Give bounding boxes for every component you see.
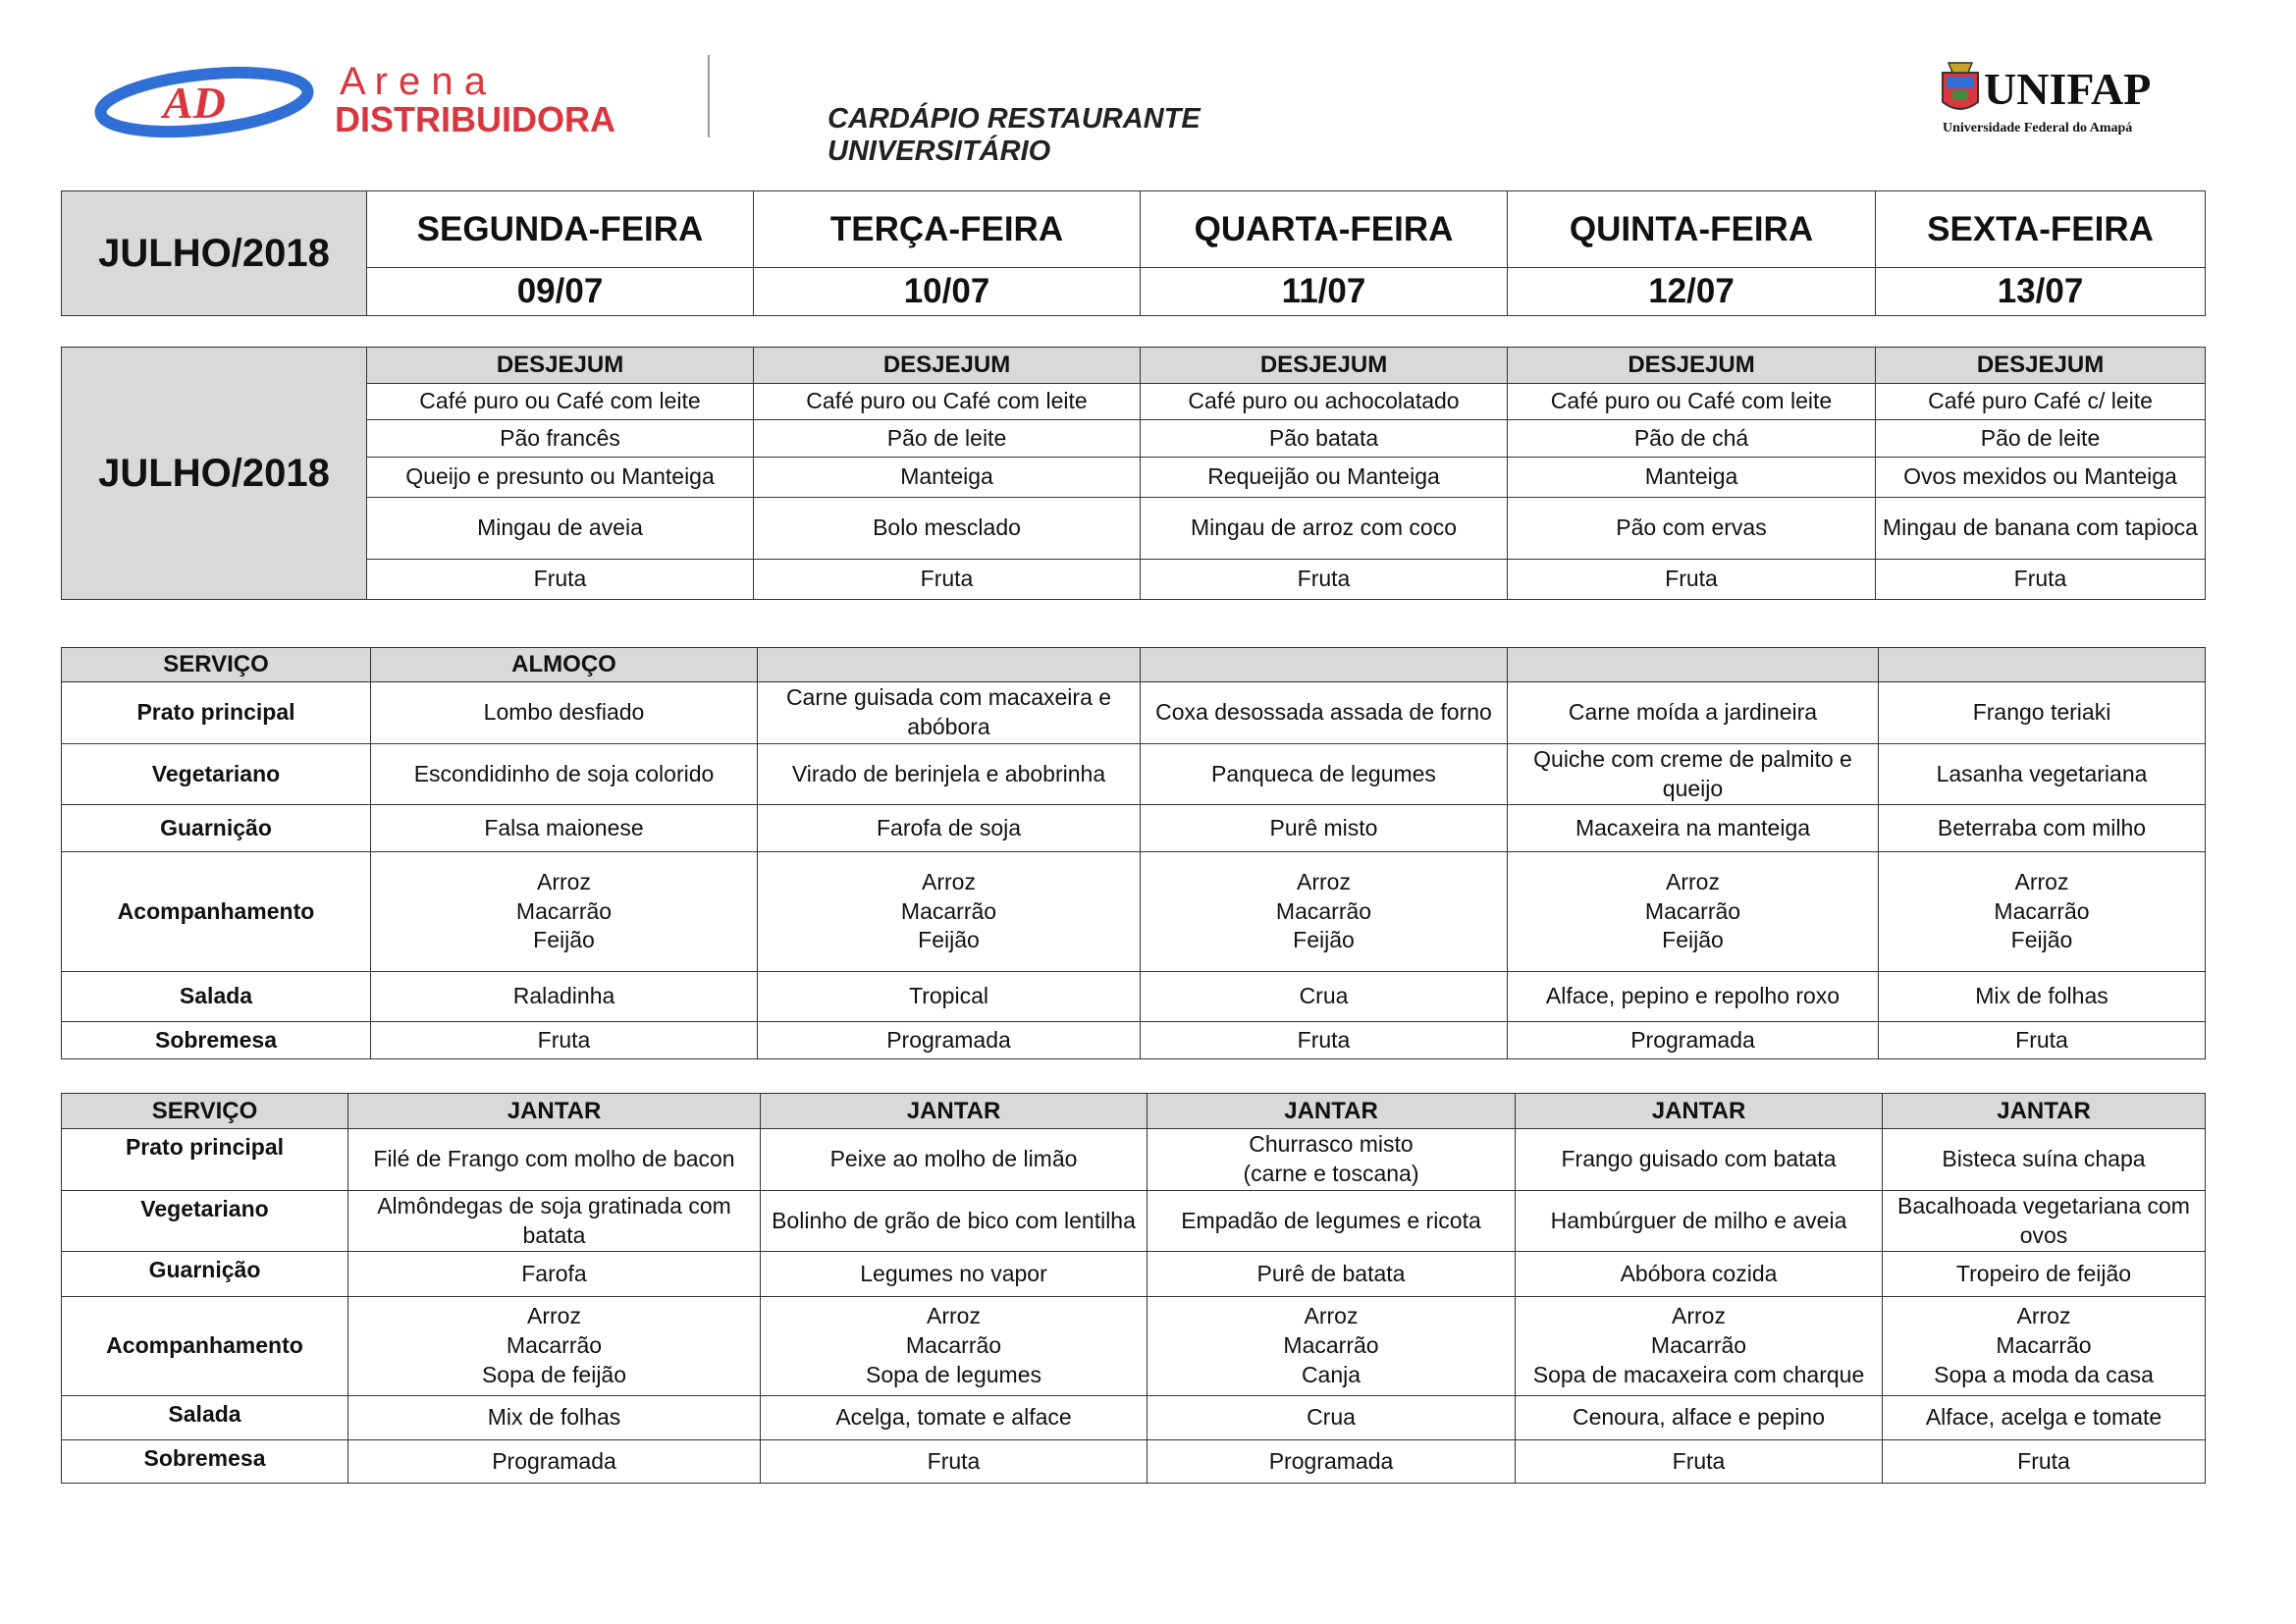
brand-top: A r e n a bbox=[340, 60, 486, 103]
dinner-cell: Arroz Macarrão Sopa de macaxeira com charque bbox=[1516, 1297, 1883, 1396]
dinner-cell: Arroz Macarrão Canja bbox=[1148, 1297, 1516, 1396]
page-title: CARDÁPIO RESTAURANTE UNIVERSITÁRIO bbox=[828, 103, 1201, 167]
breakfast-header: DESJEJUM bbox=[367, 348, 754, 384]
lunch-cell: Lombo desfiado bbox=[371, 682, 758, 744]
lunch-header bbox=[1141, 648, 1508, 682]
lunch-cell: Programada bbox=[758, 1022, 1141, 1059]
dinner-cell: Hambúrguer de milho e aveia bbox=[1516, 1191, 1883, 1252]
dinner-row-label: Salada bbox=[62, 1396, 348, 1440]
dinner-cell: Empadão de legumes e ricota bbox=[1148, 1191, 1516, 1252]
week-header-table bbox=[61, 190, 2206, 316]
lunch-row-label: Acompanhamento bbox=[62, 852, 371, 972]
day-name: QUARTA-FEIRA bbox=[1141, 191, 1508, 268]
breakfast-cell: Requeijão ou Manteiga bbox=[1141, 458, 1508, 498]
dinner-cell: Churrasco misto (carne e toscana) bbox=[1148, 1129, 1516, 1191]
lunch-cell: Quiche com creme de palmito e queijo bbox=[1508, 744, 1879, 805]
lunch-cell: Arroz Macarrão Feijão bbox=[1508, 852, 1879, 972]
breakfast-cell: Pão de leite bbox=[1876, 420, 2206, 458]
lunch-cell: Lasanha vegetariana bbox=[1879, 744, 2206, 805]
lunch-row-label: Prato principal bbox=[62, 682, 371, 744]
lunch-row-label: Salada bbox=[62, 972, 371, 1022]
brand-bottom: DISTRIBUIDORA bbox=[335, 99, 615, 139]
lunch-cell: Coxa desossada assada de forno bbox=[1141, 682, 1508, 744]
breakfast-cell: Queijo e presunto ou Manteiga bbox=[367, 458, 754, 498]
day-name: SEGUNDA-FEIRA bbox=[367, 191, 754, 268]
lunch-cell: Fruta bbox=[371, 1022, 758, 1059]
dinner-row-label: Prato principal bbox=[62, 1129, 348, 1191]
dinner-cell: Filé de Frango com molho de bacon bbox=[348, 1129, 761, 1191]
dinner-cell: Peixe ao molho de limão bbox=[761, 1129, 1148, 1191]
uni-full-name: Universidade Federal do Amapá bbox=[1943, 121, 2133, 135]
lunch-cell: Macaxeira na manteiga bbox=[1508, 805, 1879, 852]
breakfast-month: JULHO/2018 bbox=[62, 348, 367, 600]
breakfast-cell: Pão de chá bbox=[1508, 420, 1876, 458]
dinner-cell: Abóbora cozida bbox=[1516, 1252, 1883, 1297]
day-date: 09/07 bbox=[367, 268, 754, 316]
lunch-row-label: Sobremesa bbox=[62, 1022, 371, 1059]
dinner-cell: Almôndegas de soja gratinada com batata bbox=[348, 1191, 761, 1252]
dinner-header: JANTAR bbox=[1148, 1094, 1516, 1129]
breakfast-cell: Pão francês bbox=[367, 420, 754, 458]
dinner-table bbox=[61, 1093, 2206, 1484]
breakfast-header: DESJEJUM bbox=[1508, 348, 1876, 384]
arena-distribuidora-logo bbox=[94, 51, 722, 145]
lunch-cell: Carne moída a jardineira bbox=[1508, 682, 1879, 744]
breakfast-cell: Manteiga bbox=[754, 458, 1141, 498]
dinner-cell: Acelga, tomate e alface bbox=[761, 1396, 1148, 1440]
lunch-cell: Farofa de soja bbox=[758, 805, 1141, 852]
day-name: QUINTA-FEIRA bbox=[1508, 191, 1876, 268]
lunch-service-label: SERVIÇO bbox=[62, 648, 371, 682]
breakfast-table bbox=[61, 347, 2206, 600]
dinner-cell: Farofa bbox=[348, 1252, 761, 1297]
dinner-cell: Alface, acelga e tomate bbox=[1883, 1396, 2206, 1440]
day-name: SEXTA-FEIRA bbox=[1876, 191, 2206, 268]
breakfast-cell: Mingau de aveia bbox=[367, 498, 754, 560]
day-date: 11/07 bbox=[1141, 268, 1508, 316]
breakfast-cell: Pão batata bbox=[1141, 420, 1508, 458]
lunch-cell: Tropical bbox=[758, 972, 1141, 1022]
breakfast-cell: Ovos mexidos ou Manteiga bbox=[1876, 458, 2206, 498]
dinner-cell: Crua bbox=[1148, 1396, 1516, 1440]
lunch-header bbox=[1508, 648, 1879, 682]
day-date: 10/07 bbox=[754, 268, 1141, 316]
lunch-cell: Crua bbox=[1141, 972, 1508, 1022]
dinner-row-label: Guarnição bbox=[62, 1252, 348, 1297]
dinner-cell: Fruta bbox=[1516, 1440, 1883, 1484]
lunch-cell: Arroz Macarrão Feijão bbox=[758, 852, 1141, 972]
breakfast-cell: Café puro ou Café com leite bbox=[754, 384, 1141, 420]
dinner-cell: Programada bbox=[348, 1440, 761, 1484]
dinner-row-label: Vegetariano bbox=[62, 1191, 348, 1252]
dinner-cell: Tropeiro de feijão bbox=[1883, 1252, 2206, 1297]
breakfast-cell: Fruta bbox=[1508, 560, 1876, 600]
breakfast-cell: Café puro Café c/ leite bbox=[1876, 384, 2206, 420]
breakfast-header: DESJEJUM bbox=[754, 348, 1141, 384]
lunch-cell: Programada bbox=[1508, 1022, 1879, 1059]
lunch-cell: Panqueca de legumes bbox=[1141, 744, 1508, 805]
dinner-cell: Fruta bbox=[1883, 1440, 2206, 1484]
day-name: TERÇA-FEIRA bbox=[754, 191, 1141, 268]
crest-icon bbox=[1943, 63, 1978, 109]
lunch-cell: Carne guisada com macaxeira e abóbora bbox=[758, 682, 1141, 744]
dinner-cell: Fruta bbox=[761, 1440, 1148, 1484]
week-month: JULHO/2018 bbox=[62, 191, 367, 316]
breakfast-cell: Pão com ervas bbox=[1508, 498, 1876, 560]
dinner-cell: Cenoura, alface e pepino bbox=[1516, 1396, 1883, 1440]
dinner-row-label: Acompanhamento bbox=[62, 1297, 348, 1396]
lunch-cell: Mix de folhas bbox=[1879, 972, 2206, 1022]
dinner-cell: Bacalhoada vegetariana com ovos bbox=[1883, 1191, 2206, 1252]
breakfast-cell: Fruta bbox=[754, 560, 1141, 600]
lunch-cell: Arroz Macarrão Feijão bbox=[1141, 852, 1508, 972]
lunch-cell: Escondidinho de soja colorido bbox=[371, 744, 758, 805]
uni-name: UNIFAP bbox=[1984, 64, 2152, 114]
dinner-header: JANTAR bbox=[348, 1094, 761, 1129]
lunch-cell: Fruta bbox=[1879, 1022, 2206, 1059]
breakfast-header: DESJEJUM bbox=[1876, 348, 2206, 384]
dinner-header: JANTAR bbox=[761, 1094, 1148, 1129]
dinner-row-label: Sobremesa bbox=[62, 1440, 348, 1484]
dinner-cell: Bisteca suína chapa bbox=[1883, 1129, 2206, 1191]
breakfast-cell: Café puro ou achocolatado bbox=[1141, 384, 1508, 420]
lunch-cell: Falsa maionese bbox=[371, 805, 758, 852]
breakfast-cell: Fruta bbox=[367, 560, 754, 600]
breakfast-cell: Fruta bbox=[1141, 560, 1508, 600]
lunch-cell: Arroz Macarrão Feijão bbox=[1879, 852, 2206, 972]
breakfast-cell: Pão de leite bbox=[754, 420, 1141, 458]
lunch-cell: Raladinha bbox=[371, 972, 758, 1022]
dinner-header: JANTAR bbox=[1883, 1094, 2206, 1129]
dinner-cell: Arroz Macarrão Sopa de legumes bbox=[761, 1297, 1148, 1396]
lunch-cell: Alface, pepino e repolho roxo bbox=[1508, 972, 1879, 1022]
dinner-cell: Legumes no vapor bbox=[761, 1252, 1148, 1297]
lunch-cell: Arroz Macarrão Feijão bbox=[371, 852, 758, 972]
dinner-cell: Arroz Macarrão Sopa a moda da casa bbox=[1883, 1297, 2206, 1396]
lunch-cell: Fruta bbox=[1141, 1022, 1508, 1059]
breakfast-cell: Mingau de banana com tapioca bbox=[1876, 498, 2206, 560]
dinner-service-label: SERVIÇO bbox=[62, 1094, 348, 1129]
breakfast-cell: Café puro ou Café com leite bbox=[367, 384, 754, 420]
brand-mark: AD bbox=[163, 78, 226, 128]
breakfast-cell: Fruta bbox=[1876, 560, 2206, 600]
lunch-header bbox=[758, 648, 1141, 682]
dinner-cell: Frango guisado com batata bbox=[1516, 1129, 1883, 1191]
day-date: 12/07 bbox=[1508, 268, 1876, 316]
breakfast-cell: Bolo mesclado bbox=[754, 498, 1141, 560]
dinner-cell: Arroz Macarrão Sopa de feijão bbox=[348, 1297, 761, 1396]
breakfast-cell: Manteiga bbox=[1508, 458, 1876, 498]
lunch-header: ALMOÇO bbox=[371, 648, 758, 682]
breakfast-cell: Café puro ou Café com leite bbox=[1508, 384, 1876, 420]
lunch-row-label: Guarnição bbox=[62, 805, 371, 852]
dinner-cell: Programada bbox=[1148, 1440, 1516, 1484]
lunch-header bbox=[1879, 648, 2206, 682]
lunch-cell: Frango teriaki bbox=[1879, 682, 2206, 744]
unifap-logo bbox=[1939, 55, 2184, 143]
breakfast-cell: Mingau de arroz com coco bbox=[1141, 498, 1508, 560]
lunch-table bbox=[61, 647, 2206, 1059]
dinner-cell: Purê de batata bbox=[1148, 1252, 1516, 1297]
lunch-row-label: Vegetariano bbox=[62, 744, 371, 805]
lunch-cell: Purê misto bbox=[1141, 805, 1508, 852]
dinner-cell: Mix de folhas bbox=[348, 1396, 761, 1440]
breakfast-header: DESJEJUM bbox=[1141, 348, 1508, 384]
lunch-cell: Beterraba com milho bbox=[1879, 805, 2206, 852]
lunch-cell: Virado de berinjela e abobrinha bbox=[758, 744, 1141, 805]
dinner-cell: Bolinho de grão de bico com lentilha bbox=[761, 1191, 1148, 1252]
dinner-header: JANTAR bbox=[1516, 1094, 1883, 1129]
day-date: 13/07 bbox=[1876, 268, 2206, 316]
